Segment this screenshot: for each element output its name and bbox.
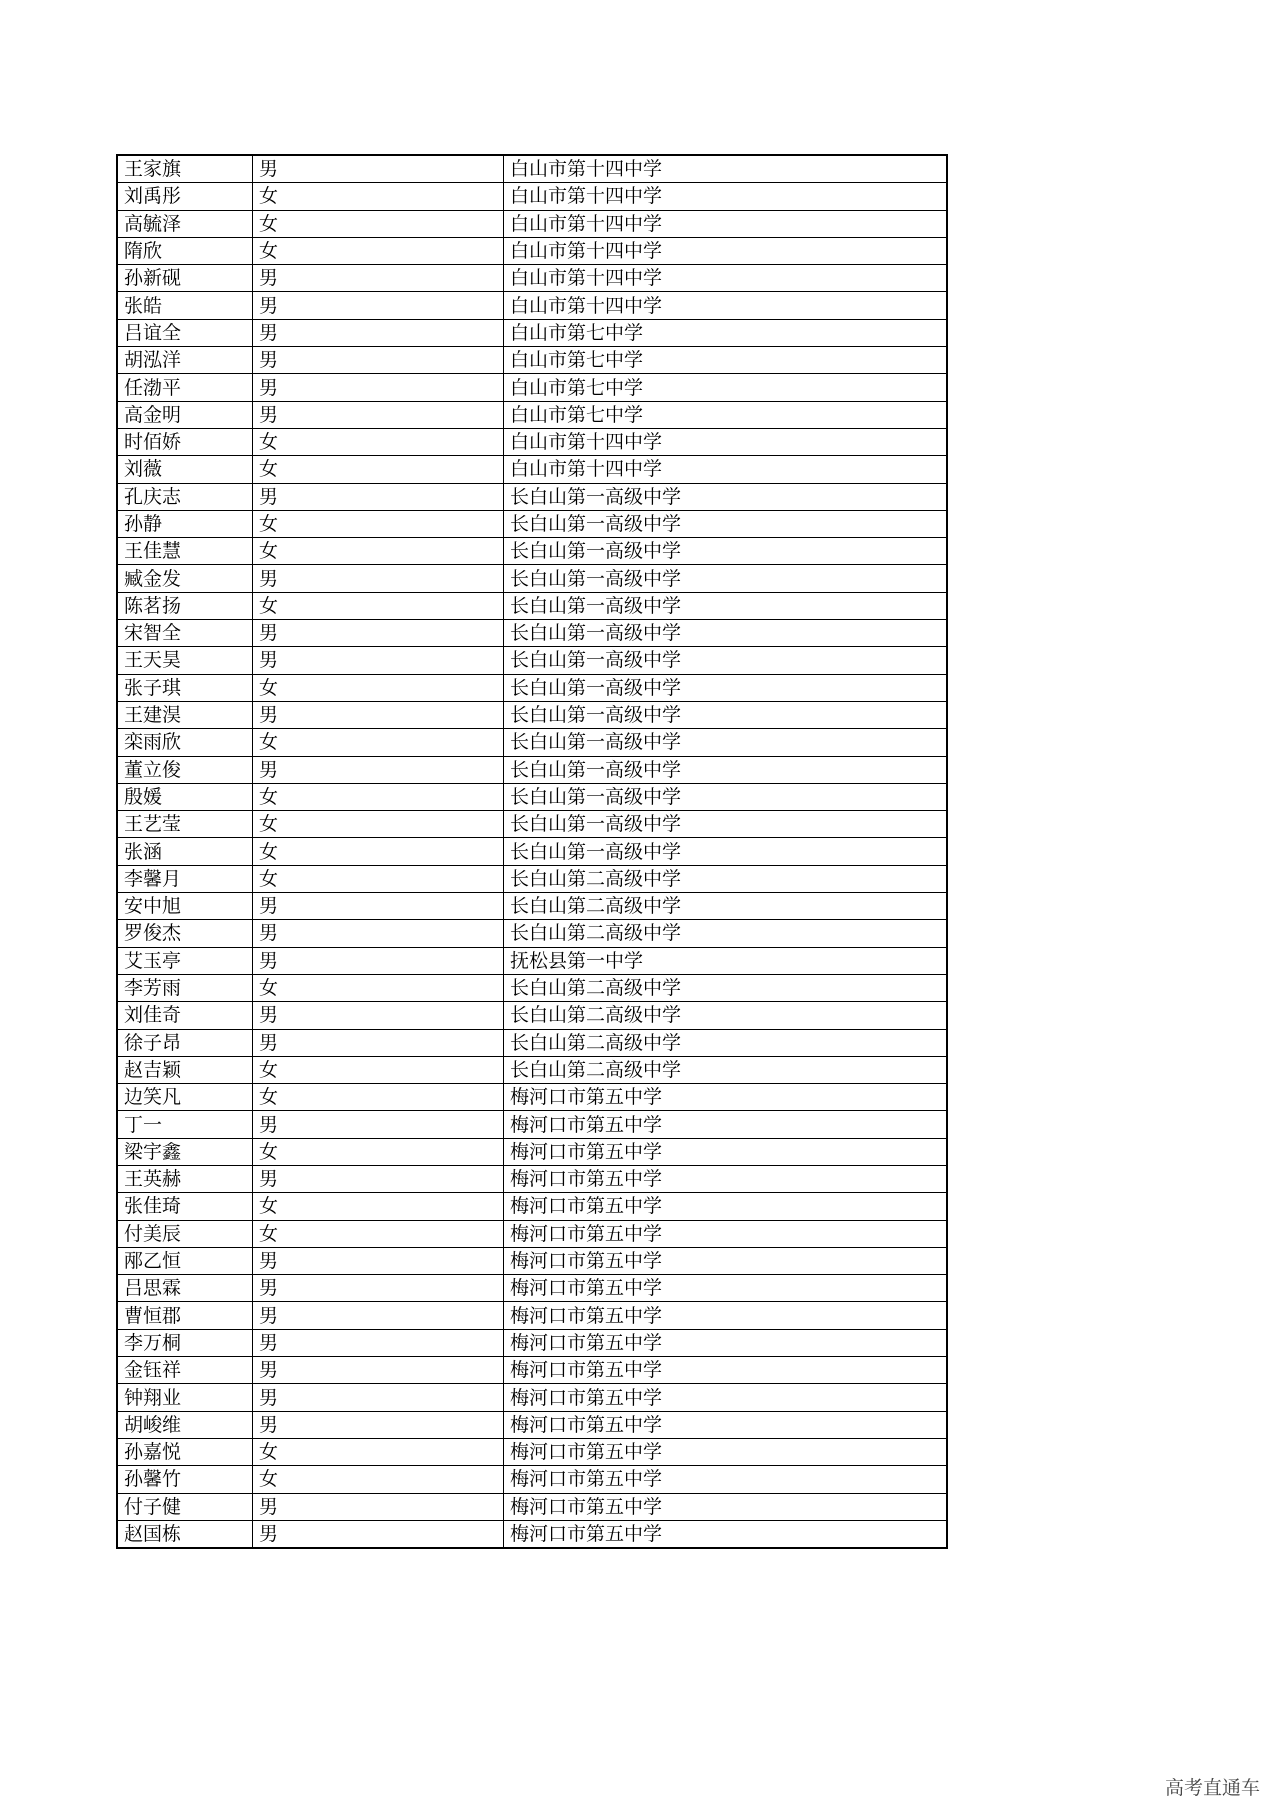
gender-cell: 男: [253, 756, 504, 783]
gender-cell: 女: [253, 838, 504, 865]
gender-cell: 女: [253, 1056, 504, 1083]
table-row: [117, 401, 947, 428]
table-row: [117, 947, 947, 974]
table-row: [117, 1275, 947, 1302]
name-cell: 高金明: [117, 401, 253, 428]
gender-cell: 女: [253, 674, 504, 701]
school-cell: 白山市第十四中学: [504, 265, 948, 292]
name-cell: 王天昊: [117, 647, 253, 674]
gender-cell: 男: [253, 347, 504, 374]
table-row: [117, 456, 947, 483]
table-row: [117, 1056, 947, 1083]
gender-cell: 女: [253, 783, 504, 810]
table-row: [117, 893, 947, 920]
school-cell: 长白山第一高级中学: [504, 620, 948, 647]
gender-cell: 男: [253, 647, 504, 674]
name-cell: 孔庆志: [117, 483, 253, 510]
school-cell: 白山市第十四中学: [504, 210, 948, 237]
gender-cell: 男: [253, 1411, 504, 1438]
school-cell: 梅河口市第五中学: [504, 1111, 948, 1138]
table-row: [117, 1084, 947, 1111]
school-cell: 长白山第一高级中学: [504, 674, 948, 701]
school-cell: 白山市第七中学: [504, 319, 948, 346]
gender-cell: 男: [253, 565, 504, 592]
name-cell: 梁宇鑫: [117, 1138, 253, 1165]
school-cell: 长白山第二高级中学: [504, 974, 948, 1001]
school-cell: 梅河口市第五中学: [504, 1193, 948, 1220]
name-cell: 胡泓洋: [117, 347, 253, 374]
school-cell: 长白山第二高级中学: [504, 1002, 948, 1029]
school-cell: 梅河口市第五中学: [504, 1357, 948, 1384]
table-row: [117, 838, 947, 865]
school-cell: 长白山第二高级中学: [504, 920, 948, 947]
table-row: [117, 1357, 947, 1384]
table-row: [117, 729, 947, 756]
school-cell: 长白山第一高级中学: [504, 483, 948, 510]
name-cell: 安中旭: [117, 893, 253, 920]
gender-cell: 男: [253, 374, 504, 401]
name-cell: 付子健: [117, 1493, 253, 1520]
name-cell: 李馨月: [117, 865, 253, 892]
gender-cell: 男: [253, 701, 504, 728]
school-cell: 白山市第十四中学: [504, 292, 948, 319]
name-cell: 高毓泽: [117, 210, 253, 237]
name-cell: 吕谊全: [117, 319, 253, 346]
gender-cell: 男: [253, 265, 504, 292]
gender-cell: 女: [253, 1438, 504, 1465]
name-cell: 任渤平: [117, 374, 253, 401]
school-cell: 长白山第二高级中学: [504, 893, 948, 920]
table-row: [117, 1138, 947, 1165]
table-row: [117, 974, 947, 1001]
school-cell: 长白山第一高级中学: [504, 538, 948, 565]
table-row: [117, 565, 947, 592]
gender-cell: 男: [253, 1493, 504, 1520]
school-cell: 梅河口市第五中学: [504, 1384, 948, 1411]
table-row: [117, 1193, 947, 1220]
gender-cell: 女: [253, 456, 504, 483]
table-row: [117, 1466, 947, 1493]
gender-cell: 女: [253, 729, 504, 756]
table-row: [117, 483, 947, 510]
school-cell: 梅河口市第五中学: [504, 1302, 948, 1329]
school-cell: 长白山第一高级中学: [504, 701, 948, 728]
name-cell: 刘薇: [117, 456, 253, 483]
table-row: [117, 1220, 947, 1247]
gender-cell: 男: [253, 1247, 504, 1274]
school-cell: 长白山第一高级中学: [504, 838, 948, 865]
name-cell: 孙静: [117, 510, 253, 537]
gender-cell: 女: [253, 1220, 504, 1247]
gender-cell: 女: [253, 1466, 504, 1493]
student-roster-table: [116, 154, 948, 1549]
gender-cell: 女: [253, 237, 504, 264]
name-cell: 王英赫: [117, 1165, 253, 1192]
name-cell: 孙新砚: [117, 265, 253, 292]
gender-cell: 男: [253, 893, 504, 920]
gender-cell: 男: [253, 1111, 504, 1138]
gender-cell: 男: [253, 483, 504, 510]
table-row: [117, 811, 947, 838]
table-row: [117, 1438, 947, 1465]
gender-cell: 女: [253, 210, 504, 237]
school-cell: 梅河口市第五中学: [504, 1138, 948, 1165]
roster-body: [117, 155, 947, 1548]
table-row: [117, 347, 947, 374]
gender-cell: 男: [253, 1165, 504, 1192]
table-row: [117, 1384, 947, 1411]
name-cell: 张佳琦: [117, 1193, 253, 1220]
name-cell: 王艺莹: [117, 811, 253, 838]
name-cell: 陈茗扬: [117, 592, 253, 619]
table-row: [117, 292, 947, 319]
name-cell: 刘佳奇: [117, 1002, 253, 1029]
school-cell: 梅河口市第五中学: [504, 1466, 948, 1493]
school-cell: 长白山第一高级中学: [504, 783, 948, 810]
gender-cell: 男: [253, 947, 504, 974]
name-cell: 艾玉亭: [117, 947, 253, 974]
table-row: [117, 756, 947, 783]
gender-cell: 女: [253, 592, 504, 619]
gender-cell: 男: [253, 1275, 504, 1302]
table-row: [117, 265, 947, 292]
table-row: [117, 510, 947, 537]
name-cell: 赵国栋: [117, 1520, 253, 1548]
school-cell: 梅河口市第五中学: [504, 1411, 948, 1438]
name-cell: 臧金发: [117, 565, 253, 592]
gender-cell: 男: [253, 1302, 504, 1329]
name-cell: 曹恒郡: [117, 1302, 253, 1329]
gender-cell: 女: [253, 183, 504, 210]
school-cell: 白山市第十四中学: [504, 155, 948, 183]
gender-cell: 男: [253, 1002, 504, 1029]
name-cell: 胡峻维: [117, 1411, 253, 1438]
table-row: [117, 374, 947, 401]
school-cell: 梅河口市第五中学: [504, 1247, 948, 1274]
school-cell: 白山市第十四中学: [504, 237, 948, 264]
name-cell: 张涵: [117, 838, 253, 865]
school-cell: 梅河口市第五中学: [504, 1220, 948, 1247]
gender-cell: 女: [253, 974, 504, 1001]
gender-cell: 男: [253, 319, 504, 346]
table-row: [117, 1002, 947, 1029]
school-cell: 长白山第一高级中学: [504, 729, 948, 756]
name-cell: 赵吉颖: [117, 1056, 253, 1083]
school-cell: 白山市第十四中学: [504, 428, 948, 455]
name-cell: 王佳慧: [117, 538, 253, 565]
table-row: [117, 783, 947, 810]
gender-cell: 女: [253, 510, 504, 537]
school-cell: 白山市第七中学: [504, 401, 948, 428]
gender-cell: 男: [253, 292, 504, 319]
name-cell: 钟翔业: [117, 1384, 253, 1411]
name-cell: 王建淏: [117, 701, 253, 728]
table-row: [117, 865, 947, 892]
gender-cell: 女: [253, 1138, 504, 1165]
table-row: [117, 674, 947, 701]
gender-cell: 女: [253, 865, 504, 892]
school-cell: 白山市第七中学: [504, 347, 948, 374]
name-cell: 隋欣: [117, 237, 253, 264]
name-cell: 付美辰: [117, 1220, 253, 1247]
name-cell: 孙馨竹: [117, 1466, 253, 1493]
table-row: [117, 592, 947, 619]
gender-cell: 男: [253, 1384, 504, 1411]
gender-cell: 女: [253, 811, 504, 838]
table-row: [117, 155, 947, 183]
gender-cell: 男: [253, 1357, 504, 1384]
table-row: [117, 1329, 947, 1356]
gender-cell: 男: [253, 1029, 504, 1056]
name-cell: 王家旗: [117, 155, 253, 183]
school-cell: 长白山第二高级中学: [504, 1029, 948, 1056]
school-cell: 抚松县第一中学: [504, 947, 948, 974]
name-cell: 罗俊杰: [117, 920, 253, 947]
gender-cell: 男: [253, 920, 504, 947]
table-row: [117, 183, 947, 210]
name-cell: 孙嘉悦: [117, 1438, 253, 1465]
table-row: [117, 237, 947, 264]
table-row: [117, 1493, 947, 1520]
school-cell: 梅河口市第五中学: [504, 1438, 948, 1465]
name-cell: 金钰祥: [117, 1357, 253, 1384]
table-row: [117, 319, 947, 346]
name-cell: 边笑凡: [117, 1084, 253, 1111]
name-cell: 李芳雨: [117, 974, 253, 1001]
name-cell: 吕思霖: [117, 1275, 253, 1302]
table-row: [117, 647, 947, 674]
school-cell: 梅河口市第五中学: [504, 1084, 948, 1111]
gender-cell: 女: [253, 538, 504, 565]
watermark: 高考直通车: [1164, 1777, 1260, 1799]
table-row: [117, 620, 947, 647]
gender-cell: 女: [253, 1193, 504, 1220]
table-row: [117, 1165, 947, 1192]
school-cell: 白山市第十四中学: [504, 183, 948, 210]
name-cell: 徐子昂: [117, 1029, 253, 1056]
school-cell: 长白山第一高级中学: [504, 756, 948, 783]
table-row: [117, 920, 947, 947]
table-row: [117, 1411, 947, 1438]
table-row: [117, 1247, 947, 1274]
table-row: [117, 428, 947, 455]
name-cell: 栾雨欣: [117, 729, 253, 756]
school-cell: 长白山第一高级中学: [504, 811, 948, 838]
table-row: [117, 1029, 947, 1056]
gender-cell: 女: [253, 1084, 504, 1111]
school-cell: 长白山第一高级中学: [504, 510, 948, 537]
gender-cell: 男: [253, 401, 504, 428]
school-cell: 白山市第七中学: [504, 374, 948, 401]
name-cell: 宋智全: [117, 620, 253, 647]
school-cell: 白山市第十四中学: [504, 456, 948, 483]
table-row: [117, 701, 947, 728]
school-cell: 梅河口市第五中学: [504, 1329, 948, 1356]
gender-cell: 男: [253, 155, 504, 183]
name-cell: 殷媛: [117, 783, 253, 810]
gender-cell: 男: [253, 1520, 504, 1548]
school-cell: 长白山第二高级中学: [504, 1056, 948, 1083]
school-cell: 梅河口市第五中学: [504, 1493, 948, 1520]
name-cell: 邴乙恒: [117, 1247, 253, 1274]
school-cell: 长白山第一高级中学: [504, 565, 948, 592]
name-cell: 张子琪: [117, 674, 253, 701]
gender-cell: 女: [253, 428, 504, 455]
name-cell: 刘禹彤: [117, 183, 253, 210]
gender-cell: 男: [253, 620, 504, 647]
school-cell: 长白山第一高级中学: [504, 592, 948, 619]
school-cell: 梅河口市第五中学: [504, 1520, 948, 1548]
school-cell: 长白山第一高级中学: [504, 647, 948, 674]
school-cell: 长白山第二高级中学: [504, 865, 948, 892]
school-cell: 梅河口市第五中学: [504, 1165, 948, 1192]
gender-cell: 男: [253, 1329, 504, 1356]
table-row: [117, 538, 947, 565]
name-cell: 董立俊: [117, 756, 253, 783]
name-cell: 时佰娇: [117, 428, 253, 455]
name-cell: 张皓: [117, 292, 253, 319]
name-cell: 丁一: [117, 1111, 253, 1138]
school-cell: 梅河口市第五中学: [504, 1275, 948, 1302]
table-row: [117, 1302, 947, 1329]
name-cell: 李万桐: [117, 1329, 253, 1356]
table-row: [117, 1520, 947, 1548]
table-row: [117, 210, 947, 237]
table-row: [117, 1111, 947, 1138]
